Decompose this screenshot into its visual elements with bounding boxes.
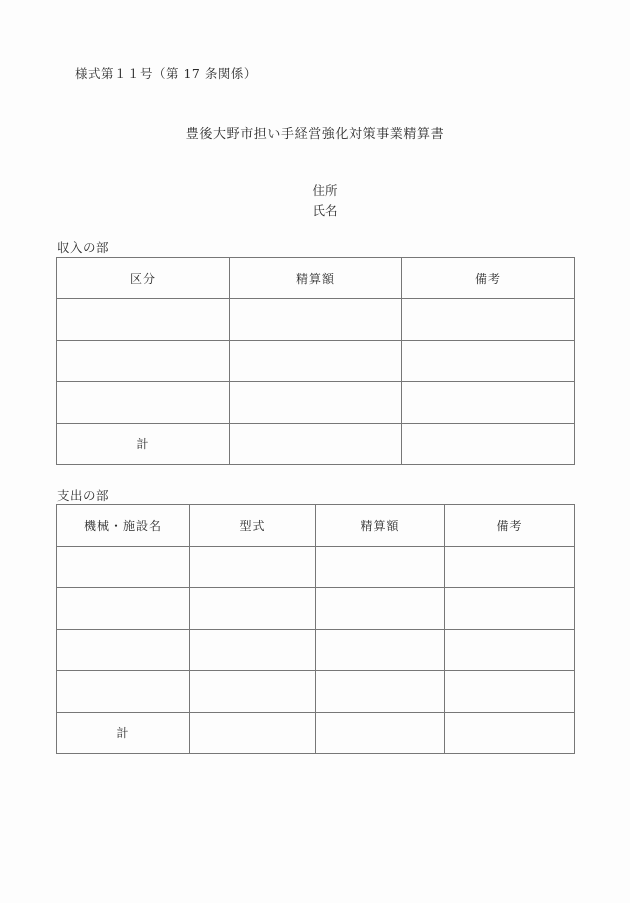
header-category: 区分 — [57, 258, 230, 299]
table-header-row — [57, 505, 575, 547]
table-row — [57, 671, 575, 713]
table-cell[interactable] — [190, 629, 316, 671]
table-cell[interactable] — [230, 382, 402, 423]
document-title: 豊後大野市担い手経営強化対策事業精算書 — [185, 127, 445, 142]
table-header-row — [57, 258, 575, 299]
table-cell[interactable] — [57, 546, 190, 588]
income-table — [56, 257, 575, 465]
table-row — [57, 588, 575, 630]
table-cell[interactable] — [402, 382, 575, 423]
expense-section-label: 支出の部 — [57, 488, 110, 503]
table-cell[interactable] — [445, 546, 575, 588]
table-cell[interactable] — [230, 340, 402, 381]
table-cell[interactable] — [190, 588, 316, 630]
table-cell[interactable] — [57, 629, 190, 671]
total-label: 計 — [57, 423, 230, 464]
table-cell[interactable] — [57, 340, 230, 381]
table-cell[interactable] — [57, 299, 230, 340]
table-cell[interactable] — [316, 546, 445, 588]
table-row — [57, 382, 575, 423]
form-number: 様式第１１号（第 17 条関係） — [75, 66, 257, 81]
table-cell[interactable] — [57, 588, 190, 630]
header-remarks: 備考 — [445, 505, 575, 547]
table-cell[interactable] — [445, 588, 575, 630]
header-remarks: 備考 — [402, 258, 575, 299]
table-cell[interactable] — [57, 382, 230, 423]
table-cell[interactable] — [445, 712, 575, 754]
header-model: 型式 — [190, 505, 316, 547]
table-cell[interactable] — [316, 588, 445, 630]
table-cell[interactable] — [402, 299, 575, 340]
table-cell[interactable] — [230, 299, 402, 340]
header-settled-amount: 精算額 — [230, 258, 402, 299]
table-cell[interactable] — [190, 712, 316, 754]
table-row — [57, 629, 575, 671]
total-label: 計 — [57, 712, 190, 754]
header-settled-amount: 精算額 — [316, 505, 445, 547]
name-label: 氏名 — [312, 203, 338, 218]
table-cell[interactable] — [445, 629, 575, 671]
table-cell[interactable] — [190, 671, 316, 713]
table-row — [57, 546, 575, 588]
expense-table — [56, 504, 575, 754]
table-row — [57, 299, 575, 340]
table-cell[interactable] — [402, 423, 575, 464]
table-cell[interactable] — [230, 423, 402, 464]
income-section-label: 収入の部 — [57, 240, 110, 255]
table-row — [57, 340, 575, 381]
table-cell[interactable] — [316, 671, 445, 713]
address-label: 住所 — [312, 183, 338, 198]
header-equipment-name: 機械・施設名 — [57, 505, 190, 547]
table-cell[interactable] — [57, 671, 190, 713]
total-row — [57, 423, 575, 464]
table-cell[interactable] — [316, 712, 445, 754]
table-cell[interactable] — [190, 546, 316, 588]
total-row — [57, 712, 575, 754]
table-cell[interactable] — [445, 671, 575, 713]
table-cell[interactable] — [402, 340, 575, 381]
table-cell[interactable] — [316, 629, 445, 671]
